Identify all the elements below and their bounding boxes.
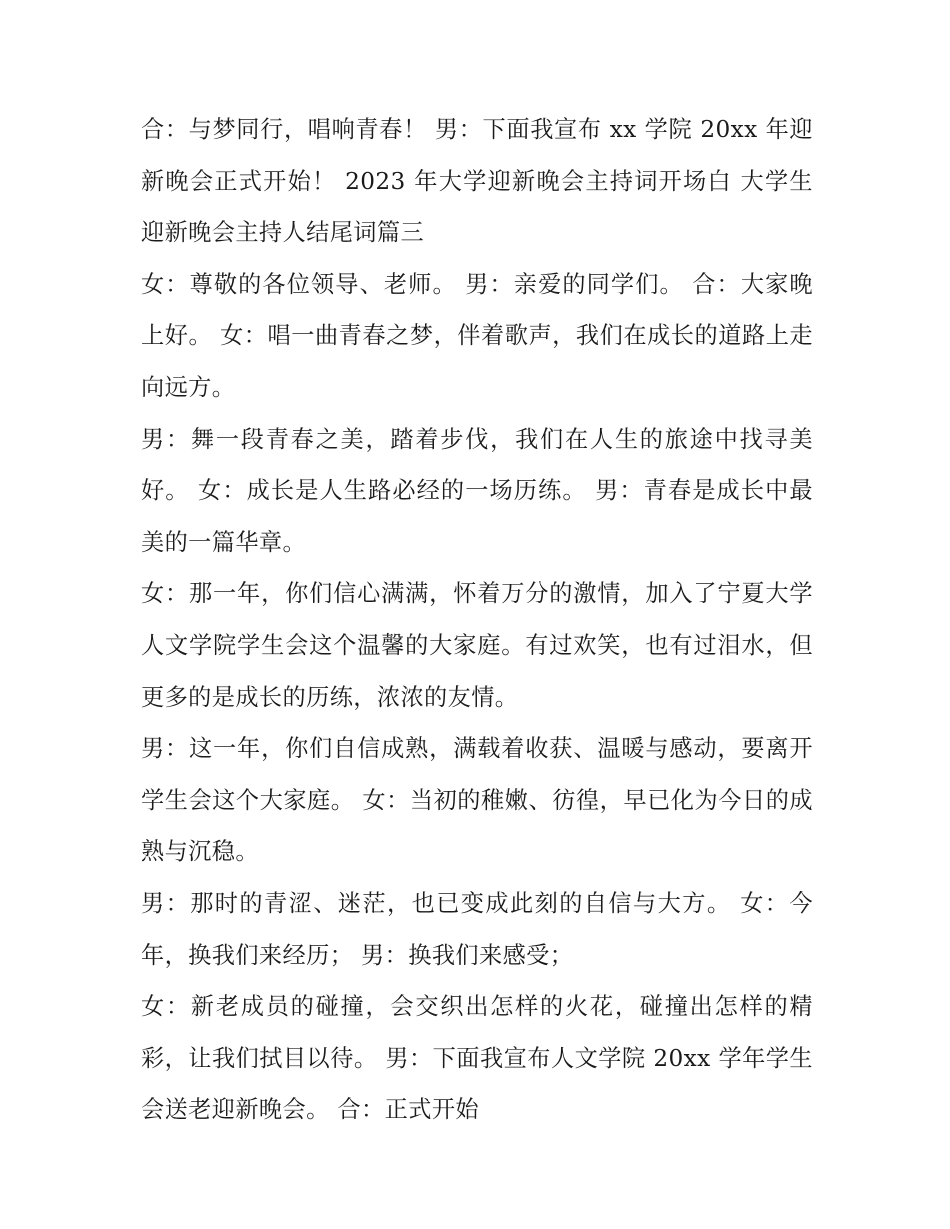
paragraph-greeting: 女：尊敬的各位领导、老师。 男：亲爱的同学们。 合：大家晚上好。 女：唱一曲青春之梦，伴着歌声，我们在成长的道路上走向远方。 (141, 270, 813, 401)
paragraph-youth-dance: 男：舞一段青春之美，踏着步伐，我们在人生的旅途中找寻美好。 女：成长是人生路必经的一场历练。 男：青春是成长中最美的一篇华章。 (141, 425, 813, 556)
paragraph-that-year: 女：那一年，你们信心满满，怀着万分的激情，加入了宁夏大学人文学院学生会这个温馨的大家庭。有过欢笑，也有过泪水，但更多的是成长的历练，浓浓的友情。 (141, 580, 813, 711)
paragraph-this-time: 男：那时的青涩、迷茫，也已变成此刻的自信与大方。 女：今年，换我们来经历； 男：换我们来感受； (141, 889, 813, 969)
document-page (141, 104, 813, 1136)
paragraph-closing: 女：新老成员的碰撞，会交织出怎样的火花，碰撞出怎样的精彩，让我们拭目以待。 男：下面我宣布人文学院 20xx 学年学生会送老迎新晚会。 合：正式开始 (141, 993, 813, 1124)
paragraph-opening: 合：与梦同行，唱响青春！ 男：下面我宣布 xx 学院 20xx 年迎新晚会正式开始！ 2023 年大学迎新晚会主持词开场白 大学生迎新晚会主持人结尾词篇三 (141, 116, 813, 247)
paragraph-this-year: 男：这一年，你们自信成熟，满载着收获、温暖与感动，要离开学生会这个大家庭。 女：当初的稚嫩、彷徨，早已化为今日的成熟与沉稳。 (141, 735, 813, 866)
